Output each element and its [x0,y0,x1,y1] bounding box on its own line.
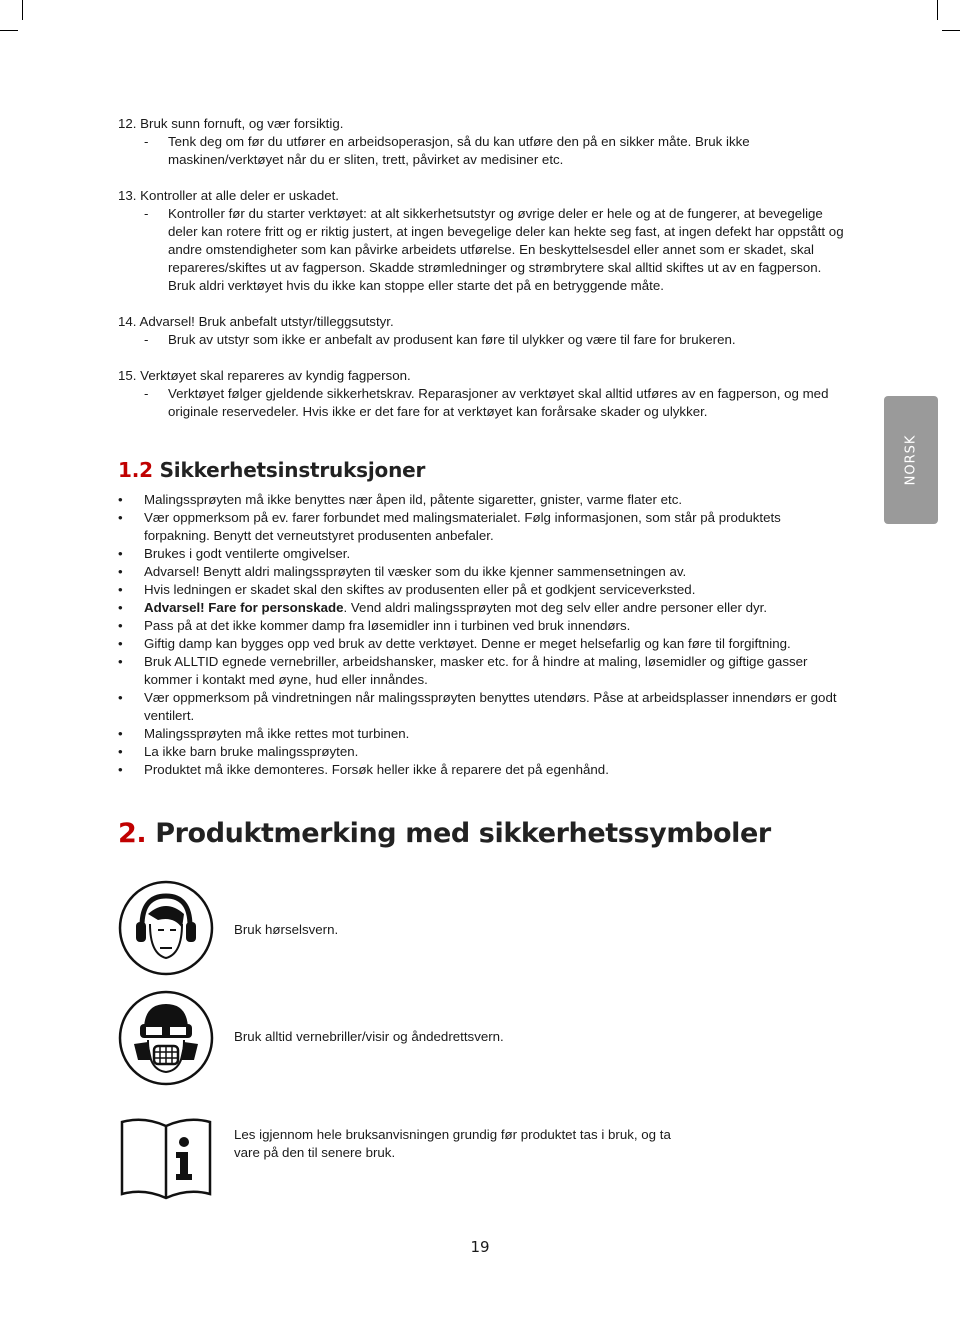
dash-marker: - [144,332,149,347]
dash-marker: - [144,386,149,401]
list-item: • Pass på at det ikke kommer damp fra løsemidler inn i turbinen ved bruk innendørs. [118,617,848,635]
item-title: 14. Advarsel! Bruk anbefalt utstyr/tilleggsutstyr. [118,314,394,329]
item-15 [118,367,848,421]
symbol-caption: Bruk alltid vernebriller/visir og åndedrettsvern. [234,1029,504,1044]
section-heading-2 [118,818,771,849]
item-13 [118,187,848,295]
list-item: • Malingssprøyten må ikke rettes mot turbinen. [118,725,848,743]
numbered-items [118,115,848,421]
section-number: 2. [118,818,147,849]
item-text: Kontroller før du starter verktøyet: at alt sikkerhetsutstyr og øvrige deler er hele og at de fungerer, at bevegelige deler kan rotere fritt og er riktig justert, at ingen bevegelige deler kan hekte seg fast, at ingen defekt har oppstått og andre omstendigheter som kan påvirke arbeidets utførelse. En beskyttelsesdel eller annet som er skadet, skal repareres/skiftes ut av fagperson. Skadde strømledninger og strømbrytere skal alltid skiftes ut av en fagperson. Bruk aldri verktøyet hvis du ikke kan stoppe eller starte det på en betryggende måte. [168,206,844,293]
crop-mark-top-right-h [942,30,960,31]
dash-marker: - [144,134,149,149]
item-text: Bruk av utstyr som ikke er anbefalt av produsent kan føre til ulykker og være til fare for brukeren. [168,332,736,347]
hearing-protection-icon [118,880,214,976]
section-title: Produktmerking med sikkerhetssymboler [146,818,771,849]
language-tab [884,396,938,524]
dash-marker: - [144,206,149,221]
item-title: 15. Verktøyet skal repareres av kyndig fagperson. [118,368,411,383]
list-item: • La ikke barn bruke malingssprøyten. [118,743,848,761]
item-14 [118,313,848,349]
list-item: • Advarsel! Benytt aldri malingssprøyten til væsker som du ikke kjenner sammensetningen av. [118,563,848,581]
language-tab-label: NORSK [903,434,919,486]
safety-bullets [118,491,848,779]
list-item: • Vær oppmerksom på ev. farer forbundet med malingsmaterialet. Følg informasjonen, som står på produktets forpakning. Benytt det verneutstyret produsenten anbefaler. [118,509,848,545]
symbol-caption: Les igjennom hele bruksanvisningen grundig før produktet tas i bruk, og ta vare på den til senere bruk. [234,1127,671,1160]
item-text: Tenk deg om før du utfører en arbeidsoperasjon, så du kan utføre den på en sikker måte. Bruk ikke maskinen/verktøyet når du er sliten, trett, påvirket av medisiner etc. [168,134,750,167]
crop-mark-top-left [22,0,23,20]
item-title: 12. Bruk sunn fornuft, og vær forsiktig. [118,116,344,131]
list-item: • Vær oppmerksom på vindretningen når malingssprøyten benyttes utendørs. Påse at arbeidsplasser innendørs er godt ventilert. [118,689,848,725]
section-title: Sikkerhetsinstruksjoner [152,458,426,482]
list-item: • Hvis ledningen er skadet skal den skiftes av produsenten eller på et godkjent serviceverksted. [118,581,848,599]
warning-strong: Advarsel! Fare for personskade [144,600,344,615]
list-item-warning [118,599,848,617]
item-text: Verktøyet følger gjeldende sikkerhetskrav. Reparasjoner av verktøyet skal alltid utføres av en fagperson, og med originale reservedeler. Hvis ikke er det fare for at verktøyet kan forårsake skader og ulykker. [168,386,829,419]
goggles-mask-icon [118,990,214,1086]
crop-mark-top-right [937,0,938,20]
list-item: • Produktet må ikke demonteres. Forsøk heller ikke å reparere det på egenhånd. [118,761,848,779]
section-heading-1-2 [118,458,425,482]
read-manual-icon [118,1108,214,1204]
list-item: • Malingssprøyten må ikke benyttes nær åpen ild, påtente sigaretter, gnister, varme flater etc. [118,491,848,509]
crop-mark-top-left-h [0,30,18,31]
list-item: • Giftig damp kan bygges opp ved bruk av dette verktøyet. Denne er meget helsefarlig og kan føre til forgiftning. [118,635,848,653]
list-item: • Bruk ALLTID egnede vernebriller, arbeidshansker, masker etc. for å hindre at maling, løsemidler og giftige gasser kommer i kontakt med øyne, hud eller innåndes. [118,653,848,689]
symbol-caption: Bruk hørselsvern. [234,922,339,937]
item-title: 13. Kontroller at alle deler er uskadet. [118,188,340,203]
page-number: 19 [470,1238,490,1256]
list-item: • Brukes i godt ventilerte omgivelser. [118,545,848,563]
section-number: 1.2 [118,458,153,482]
warning-rest: . Vend aldri malingssprøyten mot deg selv eller andre personer eller dyr. [343,600,768,615]
bullet-list [118,491,848,779]
item-12 [118,115,848,169]
